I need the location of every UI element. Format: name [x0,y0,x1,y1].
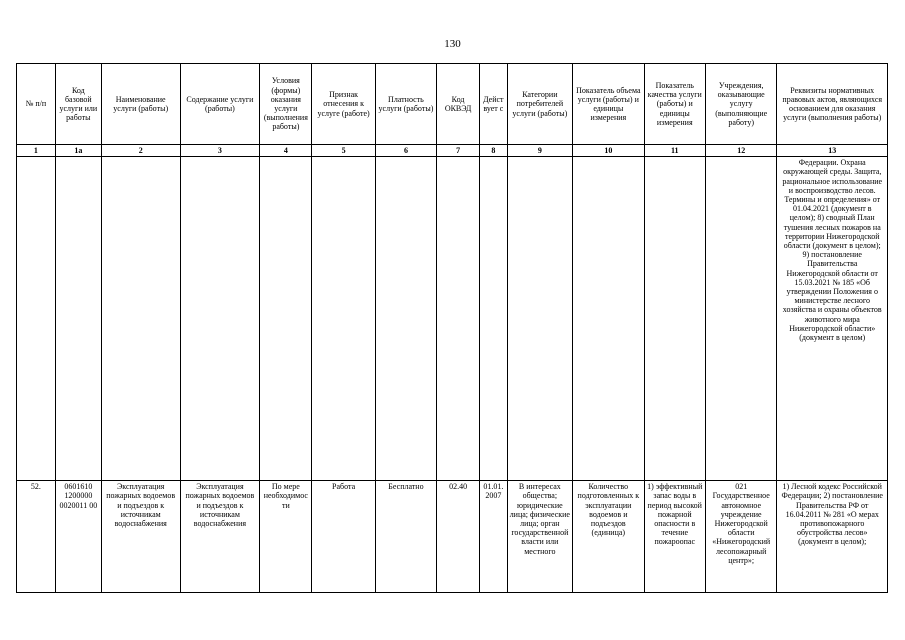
column-number: 1а [55,145,101,157]
header-quality: Показатель качества услуги (работы) и единицы измерения [644,64,705,145]
table-cell [375,157,436,481]
continuation-row [17,157,888,481]
column-number: 6 [375,145,436,157]
header-institution: Учреждения, оказывающие услугу (выполняющие работу) [705,64,777,145]
table-cell [312,157,375,481]
quality-cell: 1) эффективный запас воды в период высокой пожарной опасности в течение пожароопас [644,481,705,593]
header-payment: Платность услуги (работы) [375,64,436,145]
table-cell [55,157,101,481]
service-name-cell: Эксплуатация пожарных водоемов и подъездов к источникам водоснабжения [101,481,180,593]
header-volume: Показатель объема услуги (работы) и единицы измерения [573,64,645,145]
header-conditions: Условия (формы) оказания услуги (выполнения работы) [260,64,312,145]
table-cell [644,157,705,481]
header-sign: Признак отнесения к услуге (работе) [312,64,375,145]
column-number-row [17,145,888,157]
column-number: 2 [101,145,180,157]
okved-cell: 02.40 [437,481,480,593]
header-content: Содержание услуги (работы) [180,64,260,145]
acts-cell: 1) Лесной кодекс Российской Федерации; 2) постановление Правительства РФ от 16.04.2011 № 281 «О мерах противопожарного обустройства лесов» (документ в целом); [777,481,888,593]
valid-from-cell: 01.01.2007 [480,481,508,593]
sign-cell: Работа [312,481,375,593]
table-cell [437,157,480,481]
table-cell [180,157,260,481]
service-content-cell: Эксплуатация пожарных водоемов и подъездов к источникам водоснабжения [180,481,260,593]
header-valid-from: Действует с [480,64,508,145]
institution-cell: 021 Государственное автономное учреждение Нижегородской области «Нижегородский лесопожарный центр»; [705,481,777,593]
column-number: 8 [480,145,508,157]
service-code-cell: 0601610 1200000 0020011 00 [55,481,101,593]
conditions-cell: По мере необходимости [260,481,312,593]
column-number: 9 [507,145,572,157]
header-code: Код базовой услуги или работы [55,64,101,145]
table-cell [101,157,180,481]
consumers-cell: В интересах общества; юридические лица; физические лица; орган государственной власти или местного [507,481,572,593]
header-name: Наименование услуги (работы) [101,64,180,145]
table-cell [260,157,312,481]
column-number: 5 [312,145,375,157]
table-row-52 [17,481,888,593]
column-number: 12 [705,145,777,157]
header-acts: Реквизиты нормативных правовых актов, являющихся основанием для оказания услуги (выполнения работы) [777,64,888,145]
payment-cell: Бесплатно [375,481,436,593]
column-number: 3 [180,145,260,157]
table-cell [705,157,777,481]
volume-cell: Количество подготовленных к эксплуатации водоемов и подъездов (единица) [573,481,645,593]
column-number: 4 [260,145,312,157]
page-number: 130 [444,38,461,50]
services-registry-table [16,63,888,593]
column-number: 7 [437,145,480,157]
header-num: № п/п [17,64,56,145]
acts-continuation-cell: Федерации. Охрана окружающей среды. Защита, рациональное использование и воспроизводство лесов. Термины и определения» от 01.04.2021 (документ в целом); 8) сводный План тушения лесных пожаров на территории Нижегородской области (документ в целом); 9) постановление Правительства Нижегородской области от 15.03.2021 № 185 «Об утверждении Положения о министерстве лесного хозяйства и охраны объектов животного мира Нижегородской области» (документ в целом) [777,157,888,481]
table-cell [480,157,508,481]
header-consumers: Категории потребителей услуги (работы) [507,64,572,145]
table-cell [17,157,56,481]
column-number: 11 [644,145,705,157]
table-cell [507,157,572,481]
column-number: 10 [573,145,645,157]
column-number: 1 [17,145,56,157]
table-cell [573,157,645,481]
row-number-cell: 52. [17,481,56,593]
column-number: 13 [777,145,888,157]
header-okved: Код ОКВЭД [437,64,480,145]
table-header-row [17,64,888,145]
